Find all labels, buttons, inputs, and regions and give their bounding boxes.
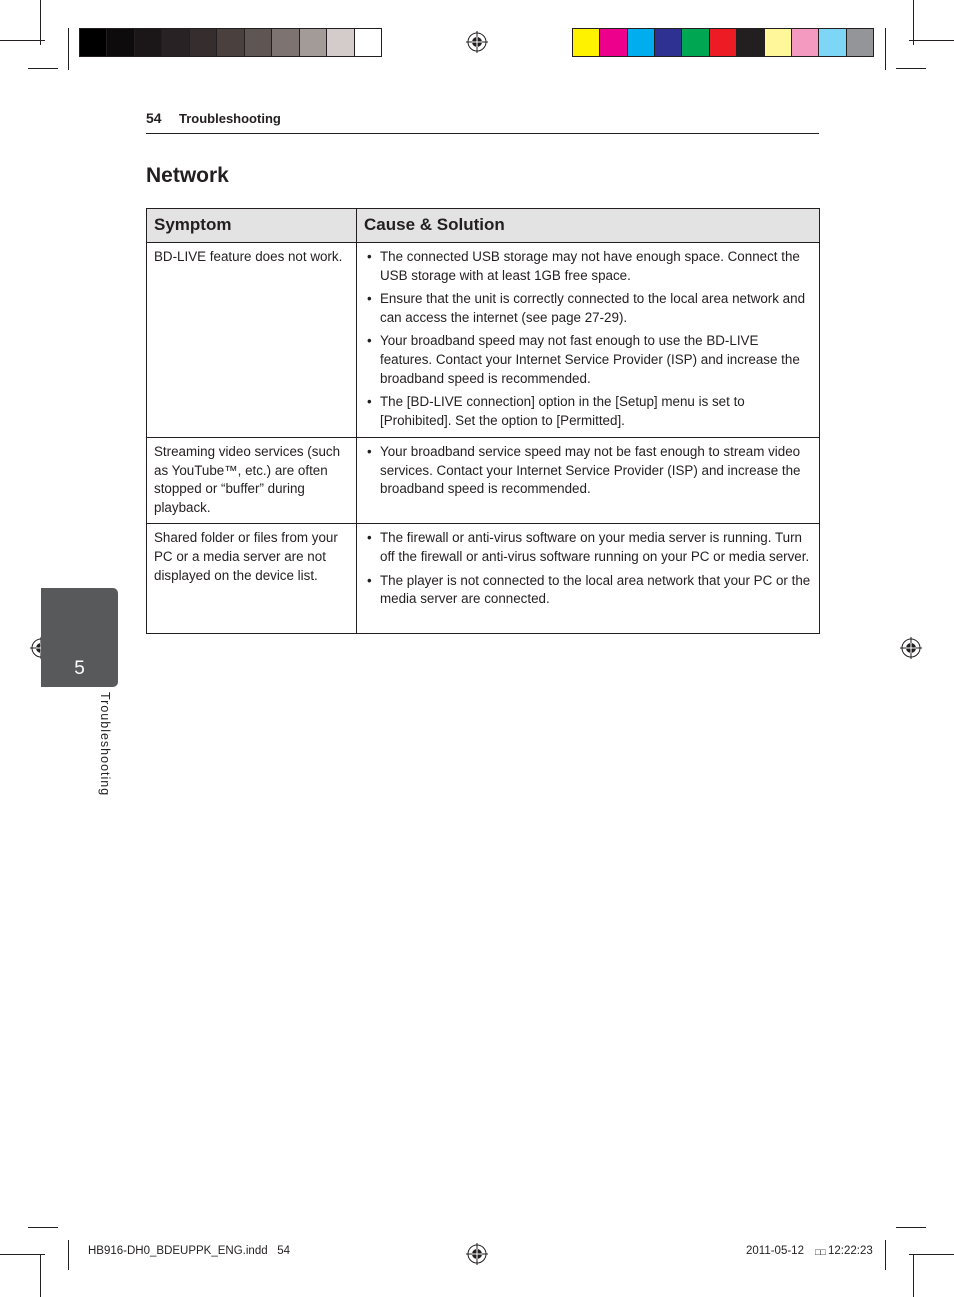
crop-mark — [913, 1255, 914, 1297]
crop-mark — [885, 1240, 886, 1270]
crop-mark — [909, 40, 954, 41]
crop-mark — [28, 68, 58, 69]
process-color-swatch — [628, 29, 655, 56]
footer-date: 2011-05-12 — [746, 1245, 804, 1257]
process-color-swatch — [573, 29, 600, 56]
solution-item: • Your broadband service speed may not be fast enough to stream video services. Contact your Internet Service Provider (ISP) and increase the broadband speed is recommended. — [364, 443, 812, 499]
grayscale-swatch — [300, 29, 327, 56]
table-row — [147, 524, 820, 634]
solution-item: • The player is not connected to the local area network that your PC or the media server are connected. — [364, 572, 812, 609]
symptom-cell: Shared folder or files from your PC or a media server are not displayed on the device list. — [147, 524, 357, 634]
header-rule — [146, 133, 819, 134]
section-title: Network — [146, 164, 229, 187]
chapter-label: Troubleshooting — [98, 692, 112, 797]
process-color-swatch — [792, 29, 819, 56]
solution-item: • The [BD-LIVE connection] option in the [Setup] menu is set to [Prohibited]. Set the option to [Permitted]. — [364, 393, 812, 430]
process-color-swatch — [847, 29, 873, 56]
grayscale-swatch — [217, 29, 244, 56]
symptom-cell: BD-LIVE feature does not work. — [147, 243, 357, 438]
footer-time: 12:22:23 — [828, 1245, 873, 1257]
solution-item: • The firewall or anti-virus software on your media server is running. Turn off the firewall or anti-virus software running on your PC or media server. — [364, 529, 812, 566]
solution-item: • Your broadband speed may not fast enough to use the BD-LIVE features. Contact your Internet Service Provider (ISP) and increase the broadband speed is recommended. — [364, 332, 812, 388]
registration-mark-icon — [466, 1243, 488, 1265]
crop-mark — [40, 0, 41, 45]
grayscale-swatch — [272, 29, 299, 56]
grayscale-swatch — [190, 29, 217, 56]
grayscale-swatch — [135, 29, 162, 56]
grayscale-color-bar — [79, 28, 382, 57]
process-color-swatch — [710, 29, 737, 56]
process-color-swatch — [600, 29, 627, 56]
solution-cell — [357, 243, 820, 438]
crop-mark — [68, 28, 69, 70]
footer-filename: HB916-DH0_BDEUPPK_ENG.indd 54 — [88, 1245, 290, 1257]
chapter-number: 5 — [74, 658, 85, 679]
crop-mark — [28, 1227, 58, 1228]
process-color-swatch — [819, 29, 846, 56]
crop-mark — [896, 1227, 926, 1228]
solution-item: • The connected USB storage may not have enough space. Connect the USB storage with at least 1GB free space. — [364, 248, 812, 285]
process-color-swatch — [682, 29, 709, 56]
crop-mark — [0, 40, 45, 41]
crop-mark — [913, 0, 914, 45]
symptom-column-header: Symptom — [147, 209, 357, 243]
cause-column-header: Cause & Solution — [357, 209, 820, 243]
troubleshooting-table — [146, 208, 820, 634]
grayscale-swatch — [107, 29, 134, 56]
grayscale-swatch — [80, 29, 107, 56]
registration-mark-icon — [466, 31, 488, 53]
page-number: 54 — [146, 110, 162, 126]
process-color-bar — [572, 28, 874, 57]
solution-item: • Ensure that the unit is correctly connected to the local area network and can access the internet (see page 27-29). — [364, 290, 812, 327]
crop-mark — [40, 1255, 41, 1297]
registration-mark-icon — [900, 637, 922, 659]
process-color-swatch — [765, 29, 792, 56]
footer-glyph: □□ — [815, 1247, 826, 1257]
grayscale-swatch — [327, 29, 354, 56]
crop-mark — [909, 1254, 954, 1255]
table-row — [147, 243, 820, 438]
grayscale-swatch — [355, 29, 381, 56]
crop-mark — [68, 1240, 69, 1270]
crop-mark — [885, 28, 886, 70]
grayscale-swatch — [162, 29, 189, 56]
process-color-swatch — [737, 29, 764, 56]
running-title: Troubleshooting — [179, 111, 281, 126]
crop-mark — [0, 1254, 45, 1255]
symptom-cell: Streaming video services (such as YouTube™, etc.) are often stopped or “buffer” during playback. — [147, 438, 357, 524]
table-header-row — [147, 209, 820, 243]
table-row — [147, 438, 820, 524]
crop-mark — [896, 68, 926, 69]
grayscale-swatch — [245, 29, 272, 56]
solution-cell — [357, 524, 820, 634]
process-color-swatch — [655, 29, 682, 56]
solution-cell — [357, 438, 820, 524]
